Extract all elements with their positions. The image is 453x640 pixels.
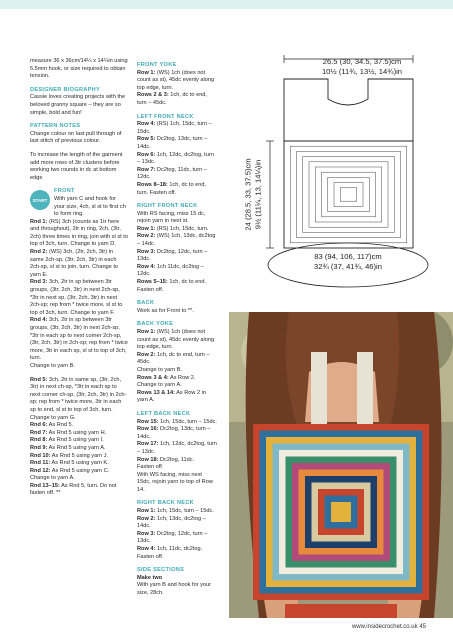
front-round-line — [30, 437, 128, 445]
row-label: Row 2: — [137, 515, 156, 522]
bottom-measure-cm: 83 (94, 106, 117)cm — [314, 252, 382, 261]
front-rounds — [30, 219, 128, 498]
section-line — [137, 531, 217, 546]
round-text: 3ch, 2tr in same sp, (3tr, 2ch, 3tr) in next ch-sp, *3tr in each sp to next corner ch-sp, (3tr, 2ch, 3tr) in 2ch-sp; rep from * twice more, 3tr in each sp to end, sl st to top of 3ch, turn. Change to yarn G. — [30, 376, 127, 421]
notes-text-2: To increase the length of the garment add more rows of 3tr clusters before working two rounds in dc at bottom edge — [30, 151, 123, 181]
round-label: Rnd 5: — [30, 376, 48, 383]
row-text: 1ch, dc to end, turn – 45dc. — [137, 351, 210, 366]
round-text: As Rnd 5. — [48, 422, 74, 429]
round-text: (RS) 3ch (counts as 1tr here and throughout), 2tr in ring, 2ch, (3tr, 2ch) three times in ring, join with sl st to top of 3ch, turn. Change to yarn D. — [30, 218, 128, 248]
round-label: Rnd 6: — [30, 422, 48, 429]
designer-heading: DESIGNER BIOGRAPHY — [30, 86, 101, 93]
notes-heading: PATTERN NOTES — [30, 123, 81, 130]
row-text: With yarn B and hook for your size, 28ch. — [137, 582, 211, 596]
front-round-line — [30, 468, 128, 476]
section-line — [137, 554, 217, 562]
pattern-column-1 — [30, 58, 128, 498]
model-photo — [229, 312, 453, 618]
row-text: As Row 2. — [169, 374, 196, 381]
row-label: Row 1: — [137, 329, 156, 335]
footer-page-number: 45 — [419, 624, 426, 630]
row-text: With RS facing, miss 15 dc, rejoin yarn in next st. — [137, 210, 206, 225]
section-line — [137, 382, 217, 390]
row-label: Row 4: — [137, 263, 156, 270]
row-label: Rows 3 & 4: — [137, 374, 169, 381]
row-label: Row 16: — [137, 426, 159, 433]
section-heading: SIDE SECTIONS — [137, 567, 185, 574]
row-text: 1ch, dc to end. Fasten off. — [137, 279, 207, 293]
round-label: Rnd 9: — [30, 444, 48, 451]
top-colour-band — [0, 0, 453, 9]
row-text: 1ch, 12dc, dc2tog, turn – 13dc. — [137, 151, 214, 166]
row-label: Row 17: — [137, 441, 159, 448]
round-text: (WS) 3ch, (2tr, 2ch, 3tr) in same 2ch-sp, (3tr, 2ch, 3tr) in each 2ch-sp, sl st to join, turn. Change to yarn E. — [30, 249, 118, 278]
round-text: As Rnd 5, turn. Do not fasten off. ** — [30, 482, 117, 497]
section-line — [137, 426, 217, 441]
row-text: 1ch, dc to end, turn – 45dc. — [137, 92, 207, 106]
row-text: Dc2tog, 12dc, turn – 13dc. — [137, 530, 208, 545]
section-line — [137, 546, 217, 554]
section-heading: BACK YOKE — [137, 321, 174, 328]
schematic-round-outline — [290, 146, 407, 243]
round-label: Rnd 12: — [30, 467, 51, 474]
section-line — [137, 249, 217, 264]
section-line — [137, 367, 217, 375]
front-round-line — [30, 317, 128, 363]
round-text: Change to yarn B. — [30, 362, 76, 369]
round-text: As Rnd 5 using yarn C. — [51, 467, 110, 474]
row-label: Row 3: — [137, 248, 156, 255]
section-line — [137, 516, 217, 531]
round-label: Rnd 13–15: — [30, 482, 60, 489]
row-label: Row 18: — [137, 456, 159, 463]
front-intro: With yarn C and hook for your size, 4ch, sl st to first ch to form ring. — [54, 195, 126, 218]
round-label: Rnd 10: — [30, 452, 51, 459]
round-label: Rnd 11: — [30, 460, 51, 467]
round-text: As Rnd 5 using yarn J. — [51, 452, 109, 459]
row-text: Dc2tog, 13dc, turn – 14dc. — [137, 426, 211, 440]
row-text: (WS) 1ch, 13dc, dc2tog – 14dc. — [137, 233, 216, 248]
row-label: Row 7: — [137, 166, 156, 173]
row-text: Fasten off. — [137, 553, 164, 560]
front-round-line — [30, 475, 128, 483]
row-text: 1ch, 15dc, turn – 15dc. — [160, 418, 217, 425]
round-text: 3ch, 2tr in sp between 3tr groups, (3tr, 2ch, 3tr) in next 2ch-sp, *3tr in next sp, (3tr, 2ch, 3tr) in next 2ch-sp; rep from * twice more, sl st to top of 3ch, turn. Change to yarn F. — [30, 279, 123, 316]
section-line — [137, 390, 217, 405]
section-line — [137, 226, 217, 234]
intro-text: measure 36 x 36cm/14¼ x 14¼in using 5.5mm hook, or size required to obtain tension. — [30, 58, 128, 80]
section-heading: LEFT BACK NECK — [137, 410, 191, 417]
section-heading: RIGHT BACK NECK — [137, 500, 195, 507]
schematic-round-outline — [322, 172, 376, 217]
section-heading: FRONT YOKE — [137, 62, 177, 68]
section-line — [137, 329, 217, 352]
row-text: (RS) 1ch, 15dc, turn – 15dc. — [137, 121, 212, 135]
side-measure-label — [244, 140, 263, 250]
row-text: 1ch 11dc, dc2tog – 12dc. — [137, 263, 204, 278]
section-line — [137, 279, 217, 294]
front-round-line — [30, 445, 128, 453]
round-text: As Rnd 5 using yarn K. — [51, 460, 109, 467]
section-line — [137, 457, 217, 465]
row-text: Dc2tog, 12dc, turn – 13dc. — [137, 248, 208, 263]
section-line — [137, 182, 217, 197]
schematic-round-outline — [334, 183, 363, 207]
front-round-line — [30, 453, 128, 461]
row-text: (WS) 1ch (does not count as st), 45dc evenly along top edge, turn. — [137, 329, 215, 351]
row-label: Rows 5–15: — [137, 279, 168, 286]
section-heading: LEFT FRONT NECK — [137, 113, 194, 120]
row-text: 1ch, 11dc, dc2tog. — [156, 546, 203, 553]
schematic-round-outline — [309, 162, 388, 227]
section-line — [137, 233, 217, 248]
pattern-column-2 — [137, 56, 217, 598]
section-line — [137, 582, 217, 597]
front-round-line — [30, 279, 128, 317]
round-label: Rnd 7: — [30, 429, 48, 436]
row-label: Row 1: — [137, 508, 156, 515]
section-line — [137, 508, 217, 516]
bottom-measure-in: 32¾ (37, 41¾, 46)in — [314, 261, 382, 271]
row-text: (WS) 1ch (does not count as st), 45dc evenly along top edge, turn. — [137, 69, 215, 91]
row-text: 1ch, 12dc, dc2tog, turn – 13dc. — [137, 441, 217, 455]
section-line — [137, 464, 217, 472]
row-label: Row 15: — [137, 418, 159, 425]
row-text: Work as for Front to **. — [137, 307, 194, 314]
row-label: Row 2: — [137, 351, 156, 358]
section-line — [137, 441, 217, 456]
designer-text: Cassie loves creating projects with the beloved granny square – they are so simple, bold and fun! — [30, 94, 126, 116]
bottom-measure-label — [278, 252, 418, 271]
row-text: Fasten off. — [137, 464, 164, 471]
round-text: 3ch, 2tr in sp between 3tr groups, (3tr, 2ch, 3tr) in next 2ch-sp, *3tr in each sp to next corner 2ch-sp, (3tr, 2ch, 3tr) in 2ch-sp; rep from * twice more, 3tr in each sp, sl st to top of 3ch, turn. — [30, 317, 128, 362]
section-line — [137, 136, 217, 151]
front-round-line — [30, 377, 128, 423]
schematic-round-outline — [315, 167, 382, 222]
front-start-block — [30, 188, 128, 218]
section-line — [137, 211, 217, 226]
row-text: Change to yarn B. — [137, 366, 183, 373]
row-label: Rows 13 & 14: — [137, 389, 175, 396]
start-badge: START — [30, 190, 50, 210]
row-label: Row 3: — [137, 530, 156, 537]
row-text: Dc2tog, 11dc, turn – 12dc. — [137, 166, 207, 181]
front-round-line — [30, 460, 128, 468]
round-label: Rnd 2: — [30, 249, 48, 256]
row-text: (RS) 1ch, 15dc, turn. — [156, 225, 209, 232]
row-label: Row 1: — [137, 69, 156, 76]
front-round-line — [30, 363, 128, 371]
row-text: 1ch, dc to end, turn. Fasten off. — [137, 181, 207, 196]
top-measure-label — [292, 57, 432, 76]
section-line — [137, 419, 217, 427]
row-text: 1ch, 15dc, turn – 15dc. — [156, 508, 214, 515]
section-line — [137, 92, 217, 107]
row-label: Rows 2 & 3: — [137, 92, 169, 99]
section-line — [137, 472, 217, 495]
round-text: Change to yarn A. — [30, 475, 75, 482]
front-round-line — [30, 249, 128, 279]
front-round-line — [30, 430, 128, 438]
row-label: Row 4: — [137, 121, 156, 128]
round-label: Rnd 1: — [30, 218, 48, 225]
side-measure-in: 9½ (11¼, 13, 14¼)in — [253, 159, 262, 230]
row-text: With WS facing, miss next 15dc, rejoin yarn to top of Row 14. — [137, 471, 213, 493]
side-measure-cm: 24 (28.5, 33, 37.5)cm — [243, 158, 253, 231]
section-line — [137, 575, 217, 583]
row-text: As Row 2 in yarn A. — [137, 389, 207, 404]
notes-text: Change colour on last pull through of last stitch of previous colour. — [30, 130, 122, 145]
round-label: Rnd 4: — [30, 317, 48, 324]
schematic-round-outline — [340, 188, 357, 201]
section-line — [137, 352, 217, 367]
garment-schematic — [232, 45, 437, 295]
granny-round — [331, 502, 351, 522]
round-text: As Rnd 5 using yarn A. — [48, 444, 106, 451]
footer-site: www.insidecrochet.co.uk — [351, 624, 418, 630]
front-round-line — [30, 483, 128, 498]
row-label: Row 5: — [137, 136, 156, 143]
schematic-round-outline — [303, 157, 395, 233]
section-line — [137, 375, 217, 383]
round-text: As Rnd 5 using yarn I. — [48, 437, 104, 444]
row-label: Row 2: — [137, 233, 156, 240]
section-line — [137, 264, 217, 279]
top-measure-in: 10½ (11¾, 13½, 14¾)in — [321, 66, 403, 76]
row-label: Rows 8–18: — [137, 181, 168, 188]
round-label: Rnd 3: — [30, 279, 48, 286]
section-line — [137, 152, 217, 167]
section-line — [137, 308, 217, 316]
round-text: As Rnd 5 using yarn H. — [48, 429, 107, 436]
row-text: Change to yarn A. — [137, 382, 182, 389]
top-measure-cm: 26.5 (30, 34.5, 37.5)cm — [322, 57, 402, 66]
section-heading: BACK — [137, 300, 155, 307]
row-label: Make two — [137, 574, 163, 581]
section-heading: RIGHT FRONT NECK — [137, 203, 198, 210]
row-label: Row 6: — [137, 151, 156, 158]
row-text: 1ch, 13dc, dc2tog – 14dc. — [137, 515, 206, 530]
row-text: Dc2tog, 11dc. — [160, 456, 195, 463]
front-round-line — [30, 219, 128, 249]
front-round-line — [30, 422, 128, 430]
page-footer — [352, 624, 426, 630]
row-label: Row 1: — [137, 225, 156, 232]
row-text: Dc2tog, 13dc, turn – 14dc. — [137, 136, 208, 150]
section-line — [137, 70, 217, 93]
schematic-round-outline — [297, 151, 401, 237]
row-label: Row 4: — [137, 546, 156, 553]
round-label: Rnd 8: — [30, 437, 48, 444]
front-heading: FRONT — [54, 188, 75, 195]
section-line — [137, 167, 217, 182]
section-line — [137, 121, 217, 136]
